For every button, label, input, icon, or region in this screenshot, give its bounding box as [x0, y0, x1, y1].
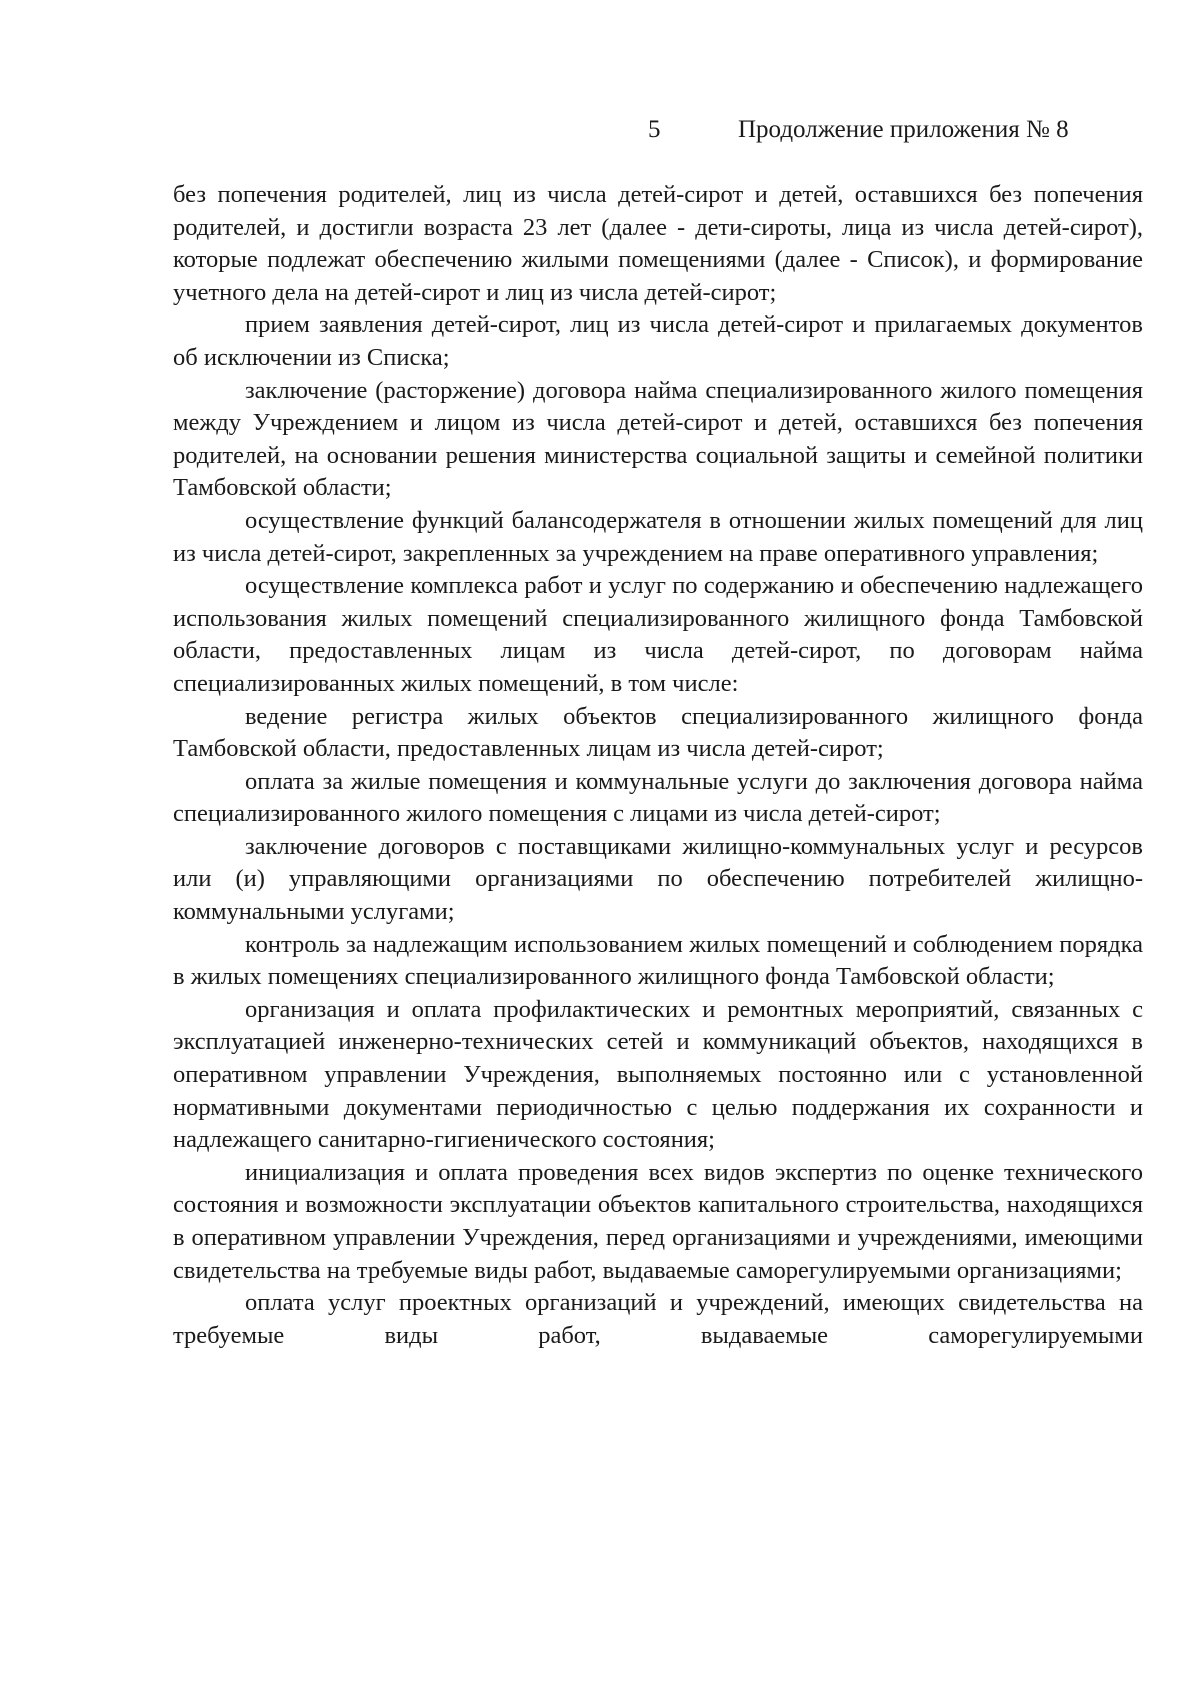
paragraph-continued: оплата услуг проектных организаций и учреждений, имеющих свидетельства на требуемые виды работ, выдаваемые саморегулируемыми — [173, 1289, 1143, 1349]
paragraph: заключение договоров с поставщиками жилищно-коммунальных услуг и ресурсов или (и) управляющими организациями по обеспечению потребителей жилищно-коммунальными услугами; — [173, 832, 1143, 926]
page-header — [0, 116, 1200, 152]
document-body — [173, 179, 1143, 1352]
paragraph: прием заявления детей-сирот, лиц из числа детей-сирот и прилагаемых документов об исключении из Списка; — [173, 311, 1143, 371]
paragraph: инициализация и оплата проведения всех видов экспертиз по оценке технического состояния и возможности эксплуатации объектов капитального строительства, находящихся в оперативном управлении Учреждения, перед организациями и учреждениями, имеющими свидетельства на требуемые виды работ, выдаваемые саморегулируемыми организациями; — [173, 1158, 1143, 1284]
page-number: 5 — [648, 116, 661, 143]
paragraph: организация и оплата профилактических и ремонтных мероприятий, связанных с эксплуатацией инженерно-технических сетей и коммуникаций объектов, находящихся в оперативном управлении Учреждения, выполняемых постоянно или с установленной нормативными документами периодичностью с целью поддержания их сохранности и надлежащего санитарно-гигиенического состояния; — [173, 995, 1143, 1154]
appendix-continuation-note: Продолжение приложения № 8 — [738, 116, 1069, 143]
paragraph: без попечения родителей, лиц из числа детей-сирот и детей, оставшихся без попечения родителей, и достигли возраста 23 лет (далее - дети-сироты, лица из числа детей-сирот), которые подлежат обеспечению жилыми помещениями (далее - Список), и формирование учетного дела на детей-сирот и лиц из числа детей-сирот; — [173, 181, 1143, 306]
paragraph: заключение (расторжение) договора найма специализированного жилого помещения между Учреждением и лицом из числа детей-сирот и детей, оставшихся без попечения родителей, на основании решения министерства социальной защиты и семейной политики Тамбовской области; — [173, 376, 1143, 502]
paragraph: осуществление комплекса работ и услуг по содержанию и обеспечению надлежащего использования жилых помещений специализированного жилищного фонда Тамбовской области, предоставленных лицам из числа детей-сирот, по договорам найма специализированных жилых помещений, в том числе: — [173, 572, 1143, 697]
paragraph: оплата за жилые помещения и коммунальные услуги до заключения договора найма специализированного жилого помещения с лицами из числа детей-сирот; — [173, 767, 1143, 828]
paragraph: контроль за надлежащим использованием жилых помещений и соблюдением порядка в жилых помещениях специализированного жилищного фонда Тамбовской области; — [173, 930, 1143, 991]
paragraph: осуществление функций балансодержателя в отношении жилых помещений для лиц из числа детей-сирот, закрепленных за учреждением на праве оперативного управления; — [173, 506, 1143, 567]
paragraph: ведение регистра жилых объектов специализированного жилищного фонда Тамбовской области, предоставленных лицам из числа детей-сирот; — [173, 702, 1143, 763]
